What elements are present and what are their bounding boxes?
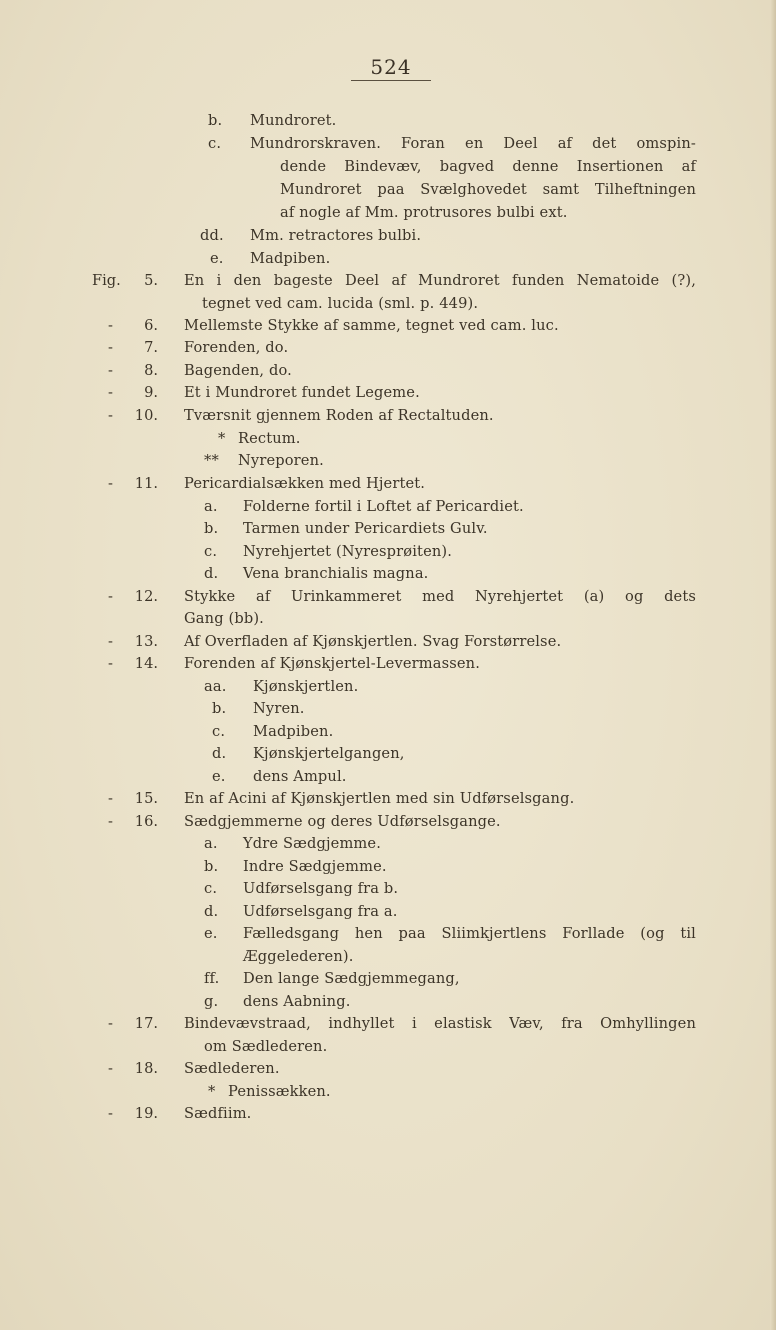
figure-caption-16: Sædgjemmerne og deres Udførselsgange. [184, 813, 501, 830]
figure-number: 6. [144, 317, 158, 334]
subitem-label: * [218, 430, 226, 447]
subitem-text: Mundroret. [250, 112, 337, 129]
figure-number-14 [92, 653, 164, 676]
figure-number: 8. [144, 362, 158, 379]
subitem-text: Nyren. [253, 700, 305, 717]
subitem-text: Madpiben. [253, 723, 334, 740]
figure-number-16 [92, 811, 164, 834]
figure-number-8 [92, 360, 164, 383]
figure-number: 14. [134, 655, 158, 672]
subitem-text-cont: dende Bindevæv, bagved denne Insertionen af [280, 158, 696, 175]
figure-caption-18: Sædlederen. [184, 1060, 280, 1077]
figure-number-12 [92, 586, 164, 609]
figure-caption-10: Tværsnit gjennem Roden af Rectaltuden. [184, 407, 494, 424]
subitem-label: b. [208, 112, 223, 129]
subitem-label: a. [204, 498, 218, 515]
figure-caption-17-cont: om Sædlederen. [204, 1038, 328, 1055]
subitem-text: Udførselsgang fra b. [243, 880, 399, 897]
figure-caption-11: Pericardialsækken med Hjertet. [184, 475, 426, 492]
dash: - [108, 1105, 113, 1122]
subitem-text: Mundrorskraven. Foran en Deel af det omspin- [250, 135, 696, 152]
subitem-label: d. [204, 565, 219, 582]
subitem-text: dens Ampul. [253, 768, 347, 785]
dash: - [108, 633, 113, 650]
figure-number-17 [92, 1013, 164, 1036]
figure-number: 10. [134, 407, 158, 424]
figure-caption-19: Sædfiim. [184, 1105, 252, 1122]
figure-number-7 [92, 337, 164, 360]
subitem-text: Fælledsgang hen paa Sliimkjertlens Forllade (og til [243, 925, 696, 942]
subitem-text: Den lange Sædgjemmegang, [243, 970, 460, 987]
subitem-label: ff. [204, 970, 220, 987]
subitem-label: a. [204, 835, 218, 852]
page-number-rule [351, 80, 431, 81]
figure-number: 16. [134, 813, 158, 830]
subitem-text: Udførselsgang fra a. [243, 903, 398, 920]
figure-caption-14: Forenden af Kjønskjertel-Levermassen. [184, 655, 480, 672]
dash: - [108, 362, 113, 379]
subitem-text: Mm. retractores bulbi. [250, 227, 422, 244]
figure-number: 17. [134, 1015, 158, 1032]
dash: - [108, 339, 113, 356]
figure-number-18 [92, 1058, 164, 1081]
subitem-text: Nyreporen. [238, 452, 324, 469]
subitem-label: c. [204, 543, 218, 560]
subitem-label: e. [204, 925, 218, 942]
subitem-text: Ydre Sædgjemme. [243, 835, 381, 852]
figure-caption-9: Et i Mundroret fundet Legeme. [184, 384, 420, 401]
subitem-text: dens Aabning. [243, 993, 351, 1010]
figure-number: 19. [134, 1105, 158, 1122]
dash: - [108, 384, 113, 401]
subitem-label: g. [204, 993, 219, 1010]
dash: - [108, 1015, 113, 1032]
figure-number: 7. [144, 339, 158, 356]
subitem-label: b. [204, 858, 219, 875]
page-number: 524 [370, 55, 412, 79]
figure-number-6 [92, 315, 164, 338]
subitem-label: e. [212, 768, 226, 785]
subitem-text: Penissækken. [228, 1083, 331, 1100]
subitem-text: Rectum. [238, 430, 301, 447]
subitem-text: Folderne fortil i Loftet af Pericardiet. [243, 498, 524, 515]
dash: - [108, 790, 113, 807]
subitem-label: d. [212, 745, 227, 762]
figure-caption-5-cont: tegnet ved cam. lucida (sml. p. 449). [202, 295, 479, 312]
subitem-label: aa. [204, 678, 227, 695]
figure-caption-13: Af Overfladen af Kjønskjertlen. Svag Forstørrelse. [184, 633, 562, 650]
dash: - [108, 655, 113, 672]
figure-number-15 [92, 788, 164, 811]
figure-number-5 [92, 270, 164, 293]
figure-number-11 [92, 473, 164, 496]
subitem-text: Tarmen under Pericardiets Gulv. [243, 520, 488, 537]
dash: - [108, 588, 113, 605]
subitem-text: Madpiben. [250, 250, 331, 267]
figure-number: 15. [134, 790, 158, 807]
subitem-label: ** [204, 452, 219, 469]
subitem-label: b. [212, 700, 227, 717]
dash: - [108, 813, 113, 830]
figure-caption-6: Mellemste Stykke af samme, tegnet ved cam. luc. [184, 317, 559, 334]
figure-number: 13. [134, 633, 158, 650]
figure-number: 12. [134, 588, 158, 605]
dash: - [108, 1060, 113, 1077]
subitem-text-cont: af nogle af Mm. protrusores bulbi ext. [280, 204, 568, 221]
page-edge [770, 0, 776, 1330]
dash: - [108, 407, 113, 424]
subitem-text: Indre Sædgjemme. [243, 858, 387, 875]
figure-caption-5: En i den bageste Deel af Mundroret funden Nematoide (?), [184, 272, 696, 289]
fig-label: Fig. [92, 272, 121, 289]
subitem-label: * [208, 1083, 216, 1100]
subitem-label: c. [208, 135, 222, 152]
subitem-label: c. [204, 880, 218, 897]
subitem-label: e. [210, 250, 224, 267]
subitem-text-cont: Mundroret paa Svælghovedet samt Tilheftningen [280, 181, 696, 198]
subitem-text-cont: Æggelederen). [243, 948, 354, 965]
figure-caption-8: Bagenden, do. [184, 362, 292, 379]
figure-caption-17: Bindevævstraad, indhyllet i elastisk Væv, fra Omhyllingen [184, 1015, 696, 1032]
figure-number: 11. [134, 475, 158, 492]
subitem-label: b. [204, 520, 219, 537]
figure-caption-7: Forenden, do. [184, 339, 289, 356]
figure-number: 5. [144, 272, 158, 289]
dash: - [108, 475, 113, 492]
subitem-text: Kjønskjertlen. [253, 678, 359, 695]
subitem-text: Vena branchialis magna. [243, 565, 429, 582]
subitem-text: Kjønskjertelgangen, [253, 745, 405, 762]
figure-number: 18. [134, 1060, 158, 1077]
figure-caption-12-cont: Gang (bb). [184, 610, 264, 627]
figure-number-19 [92, 1103, 164, 1126]
dash: - [108, 317, 113, 334]
figure-caption-12: Stykke af Urinkammeret med Nyrehjertet (a) og dets [184, 588, 696, 605]
subitem-label: dd. [200, 227, 224, 244]
subitem-label: d. [204, 903, 219, 920]
figure-caption-15: En af Acini af Kjønskjertlen med sin Udførselsgang. [184, 790, 575, 807]
subitem-label: c. [212, 723, 226, 740]
figure-number: 9. [144, 384, 158, 401]
figure-number-10 [92, 405, 164, 428]
subitem-text: Nyrehjertet (Nyresprøiten). [243, 543, 453, 560]
figure-number-9 [92, 382, 164, 405]
figure-number-13 [92, 631, 164, 654]
